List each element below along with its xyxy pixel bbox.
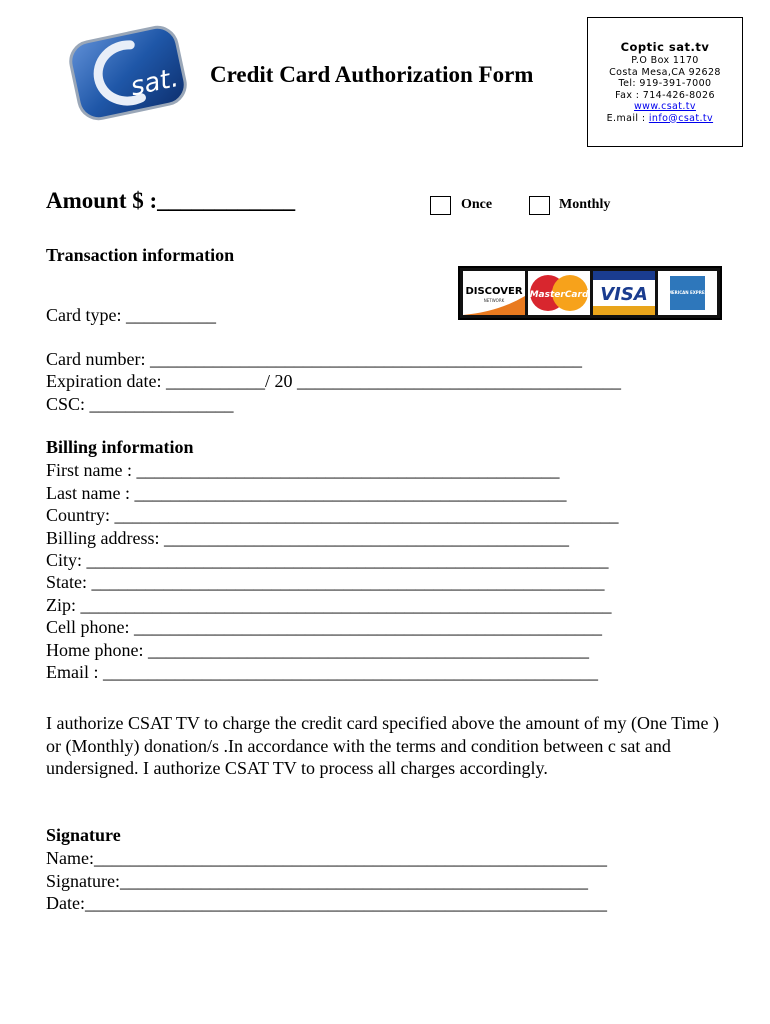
once-checkbox[interactable] <box>430 196 451 215</box>
card-logos <box>458 266 722 320</box>
billing-address-field[interactable]: Billing address: _____________________________________________ <box>46 528 569 548</box>
authorization-text: I authorize CSAT TV to charge the credit card specified above the amount of my (One Time ) or (Monthly) donation/s .In accordance with the terms and condition between c sat and undersigned. I authorize CSAT TV to process all charges accordingly. <box>46 713 719 778</box>
email-label: E.mail : <box>606 112 646 124</box>
mastercard-logo <box>528 271 590 315</box>
svg-text:DISCOVER: DISCOVER <box>465 286 523 297</box>
billing-heading: Billing information <box>46 437 194 457</box>
city-line: Costa Mesa,CA 92628 <box>609 66 721 78</box>
email-link[interactable]: info@csat.tv <box>648 112 714 124</box>
svg-text:AMERICAN EXPRESS: AMERICAN EXPRESS <box>664 290 711 295</box>
signature-field[interactable]: Signature:____________________________________________________ <box>46 871 588 891</box>
svg-text:VISA: VISA <box>600 284 648 305</box>
po-box: P.O Box 1170 <box>631 55 699 66</box>
card-number-field[interactable]: Card number: ________________________________________________ <box>46 349 582 369</box>
home-phone-field[interactable]: Home phone: _________________________________________________ <box>46 640 589 660</box>
fax-line: Fax : 714-426-8026 <box>615 89 715 101</box>
expiration-date-field[interactable]: Expiration date: ___________/ 20 ____________________________________ <box>46 371 621 391</box>
visa-logo <box>593 271 655 315</box>
signature-name-field[interactable]: Name:_________________________________________________________ <box>46 848 607 868</box>
email-field[interactable]: Email : _______________________________________________________ <box>46 662 598 682</box>
transaction-heading: Transaction information <box>46 245 235 265</box>
city-field[interactable]: City: __________________________________________________________ <box>46 550 609 570</box>
company-name: Coptic sat.tv <box>620 40 710 54</box>
first-name-field[interactable]: First name : _______________________________________________ <box>46 460 560 480</box>
zip-field[interactable]: Zip: ___________________________________________________________ <box>46 595 612 615</box>
tel-line: Tel: 919-391-7000 <box>618 78 712 89</box>
card-type-field[interactable]: Card type: __________ <box>46 305 216 325</box>
monthly-label: Monthly <box>559 197 611 212</box>
csc-field[interactable]: CSC: ________________ <box>46 394 234 414</box>
logo-text: sat. <box>128 63 182 103</box>
contact-box <box>587 17 743 147</box>
amount-field[interactable]: Amount $ :____________ <box>46 188 296 213</box>
svg-text:NETWORK: NETWORK <box>483 298 505 303</box>
csat-logo <box>66 24 190 122</box>
cell-phone-field[interactable]: Cell phone: ____________________________________________________ <box>46 617 602 637</box>
date-field[interactable]: Date:__________________________________________________________ <box>46 893 607 913</box>
signature-heading: Signature <box>46 825 121 845</box>
page-title: Credit Card Authorization Form <box>210 62 534 87</box>
country-field[interactable]: Country: ________________________________________________________ <box>46 505 619 525</box>
state-field[interactable]: State: _________________________________________________________ <box>46 572 605 592</box>
monthly-checkbox[interactable] <box>529 196 550 215</box>
discover-logo <box>463 271 525 315</box>
svg-text:MasterCard: MasterCard <box>529 290 589 300</box>
website-link[interactable]: www.csat.tv <box>634 101 696 112</box>
last-name-field[interactable]: Last name : ________________________________________________ <box>46 483 567 503</box>
once-label: Once <box>461 197 493 212</box>
amex-logo <box>658 271 717 315</box>
